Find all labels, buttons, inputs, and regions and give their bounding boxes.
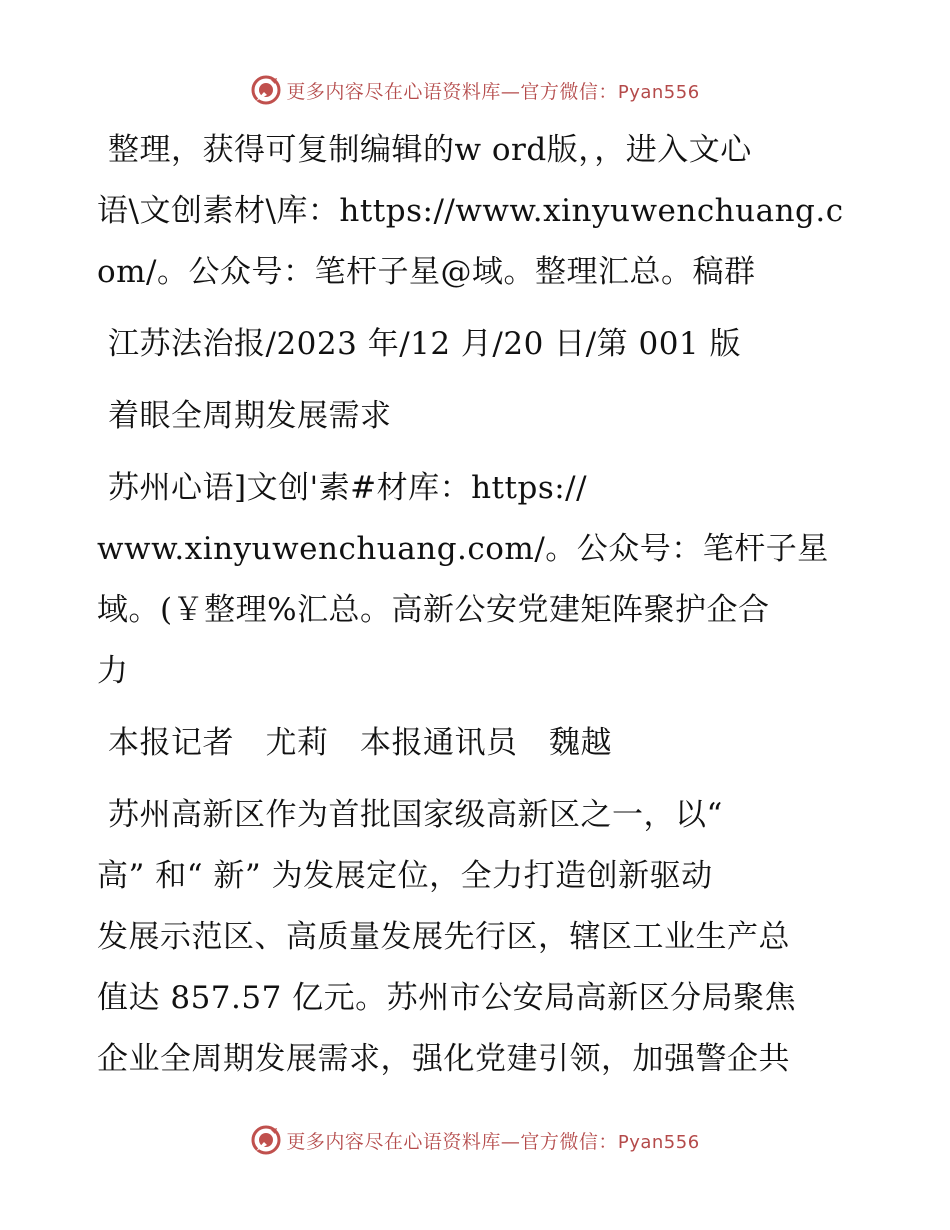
text-line: 江苏法治报/2023 年/12 月/20 日/第 001 版: [108, 326, 742, 362]
pen-logo-icon: [250, 1124, 282, 1156]
article-title: 着眼全周期发展需求: [108, 398, 392, 434]
paragraph-intro: [97, 120, 857, 303]
document-body: [97, 120, 857, 1090]
banner-dash: —: [500, 1130, 521, 1153]
text-line: 高” 和“ 新” 为发展定位，全力打造创新驱动: [97, 858, 713, 894]
byline: 本报记者 尤莉 本报通讯员 魏越: [108, 725, 612, 761]
text-line: 值达 857.57 亿元。苏州市公安局高新区分局聚焦: [97, 980, 797, 1016]
text-line: 域。(￥整理%汇总。高新公安党建矩阵聚护企合: [97, 592, 770, 628]
text-line: 苏州心语]文创'素#材库：https://: [108, 470, 588, 506]
banner-main-text: 更多内容尽在心语资料库: [286, 80, 501, 103]
text-line: 力: [97, 653, 129, 689]
text-line: 苏州高新区作为首批国家级高新区之一，以“: [108, 797, 723, 833]
text-line: 企业全周期发展需求，强化党建引领，加强警企共: [97, 1041, 790, 1077]
footer-banner: [0, 1120, 950, 1160]
text-line: 发展示范区、高质量发展先行区，辖区工业生产总: [97, 919, 790, 955]
banner-main-text: 更多内容尽在心语资料库: [286, 1130, 501, 1153]
text-line: om/。公众号：笔杆子星@域。整理汇总。稿群: [97, 254, 756, 290]
paragraph-title: [97, 386, 857, 447]
paragraph-byline: [97, 713, 857, 774]
text-line: www.xinyuwenchuang.com/。公众号：笔杆子星: [97, 531, 829, 567]
paragraph-source: [97, 314, 857, 375]
banner-account: Pyan556: [617, 1131, 700, 1153]
banner-text: [286, 77, 699, 104]
header-banner: [0, 70, 950, 110]
paragraph-subtitle: [97, 458, 857, 702]
banner-account: Pyan556: [617, 81, 700, 103]
banner-dash: —: [500, 80, 521, 103]
pen-logo-icon: [250, 74, 282, 106]
text-line: 语\文创素材\库：https://www.xinyuwenchuang.c: [97, 193, 844, 229]
paragraph-body: [97, 785, 857, 1090]
banner-text: [286, 1127, 699, 1154]
banner-label: 官方微信：: [520, 80, 618, 103]
banner-label: 官方微信：: [520, 1130, 618, 1153]
text-line: 整理，获得可复制编辑的w ord版，，进入文心: [108, 132, 752, 168]
